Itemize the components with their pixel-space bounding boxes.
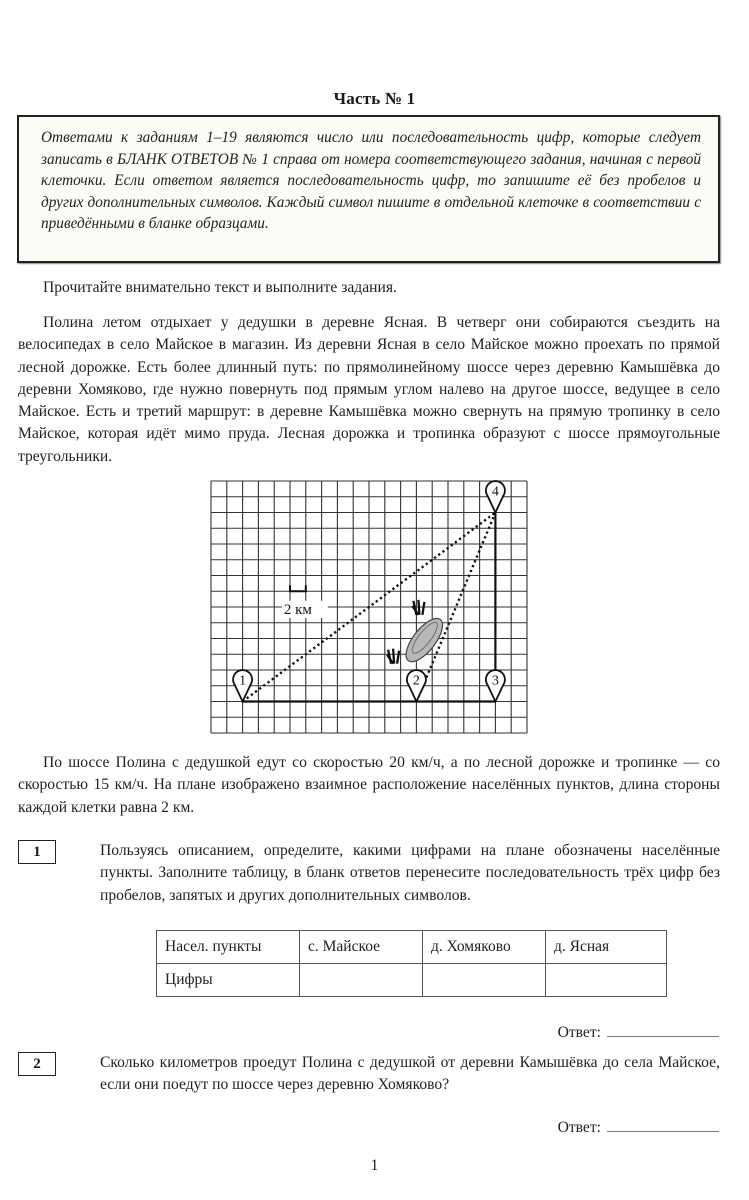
read-prompt: Прочитайте внимательно текст и выполните задания. xyxy=(43,279,397,296)
task-2-number: 2 xyxy=(18,1052,56,1076)
reeds-icon xyxy=(412,600,424,615)
scale-bracket xyxy=(290,585,306,591)
digit-cell-khomyakovo[interactable] xyxy=(423,964,546,997)
answer-field[interactable] xyxy=(607,1117,719,1132)
instructions-text: Ответами к заданиям 1–19 являются число или последовательность цифр, которые следует записать в БЛАНК ОТВЕТОВ № 1 справа от номера соответствующего задания, начиная с первой клеточки. Если ответом является последовательность цифр, то запишите её без пробелов и других дополнительных символов. Каждый символ пишите в отдельной клеточке в соответствии с приведёнными в бланке образцами. xyxy=(41,129,701,232)
answer-label: Ответ: xyxy=(557,1119,601,1136)
point-label: 1 xyxy=(239,673,247,689)
table-header-row xyxy=(157,931,667,964)
point-label: 3 xyxy=(491,673,499,689)
answer-field[interactable] xyxy=(607,1022,719,1037)
scale-label: 2 км xyxy=(283,602,312,619)
digit-cell-maiskoe[interactable] xyxy=(300,964,423,997)
part-title: Часть № 1 xyxy=(333,89,416,108)
task-1-answer xyxy=(558,1022,719,1042)
task-1-number: 1 xyxy=(18,840,56,864)
map-svg xyxy=(205,474,535,739)
instructions-box xyxy=(17,115,720,263)
point-label: 4 xyxy=(491,484,499,500)
table-header-cell: д. Хомяково xyxy=(423,931,546,964)
table-row-label: Цифры xyxy=(157,964,300,997)
task-2-answer xyxy=(558,1117,719,1137)
route-map xyxy=(205,474,535,744)
pond-icon xyxy=(400,613,449,668)
page-number: 1 xyxy=(370,1157,379,1174)
reeds-icon xyxy=(387,649,399,664)
answer-label: Ответ: xyxy=(557,1024,601,1041)
digit-cell-yasnaya[interactable] xyxy=(546,964,667,997)
table-row xyxy=(157,964,667,997)
table-header-cell: с. Майское xyxy=(300,931,423,964)
settlements-table xyxy=(156,930,667,997)
story-paragraph: Полина летом отдыхает у дедушки в деревне Ясная. В четверг они собираются съездить на велосипедах в село Майское в магазин. Из деревни Ясная в село Майское можно проехать по прямой лесной дорожке. Есть более длинный путь: по прямолинейному шоссе через деревню Камышёвка до деревни Хомяково, где нужно повернуть под прямым углом налево на другое шоссе, ведущее в село Майское. Есть и третий маршрут: в деревне Камышёвка можно свернуть на прямую тропинку в село Майское, которая идёт мимо пруда. Лесная дорожка и тропинка образуют с шоссе прямоугольные треугольники. xyxy=(18,314,720,465)
task-2-text: Сколько километров проедут Полина с дедушкой от деревни Камышёвка до села Майское, если они поедут по шоссе через деревню Хомяково? xyxy=(100,1054,720,1094)
table-header-cell: д. Ясная xyxy=(546,931,667,964)
task-1-text: Пользуясь описанием, определите, какими цифрами на плане обозначены населённые пункты. Заполните таблицу, в бланк ответов перенесите последовательность трёх цифр без пробелов, запятых и других дополнительных символов. xyxy=(100,842,720,904)
table-header-cell: Насел. пункты xyxy=(157,931,300,964)
point-label: 2 xyxy=(412,673,420,689)
speeds-paragraph: По шоссе Полина с дедушкой едут со скоростью 20 км/ч, а по лесной дорожке и тропинке — со скоростью 15 км/ч. На плане изображено взаимное расположение населённых пунктов, длина стороны каждой клетки равна 2 км. xyxy=(18,754,720,816)
